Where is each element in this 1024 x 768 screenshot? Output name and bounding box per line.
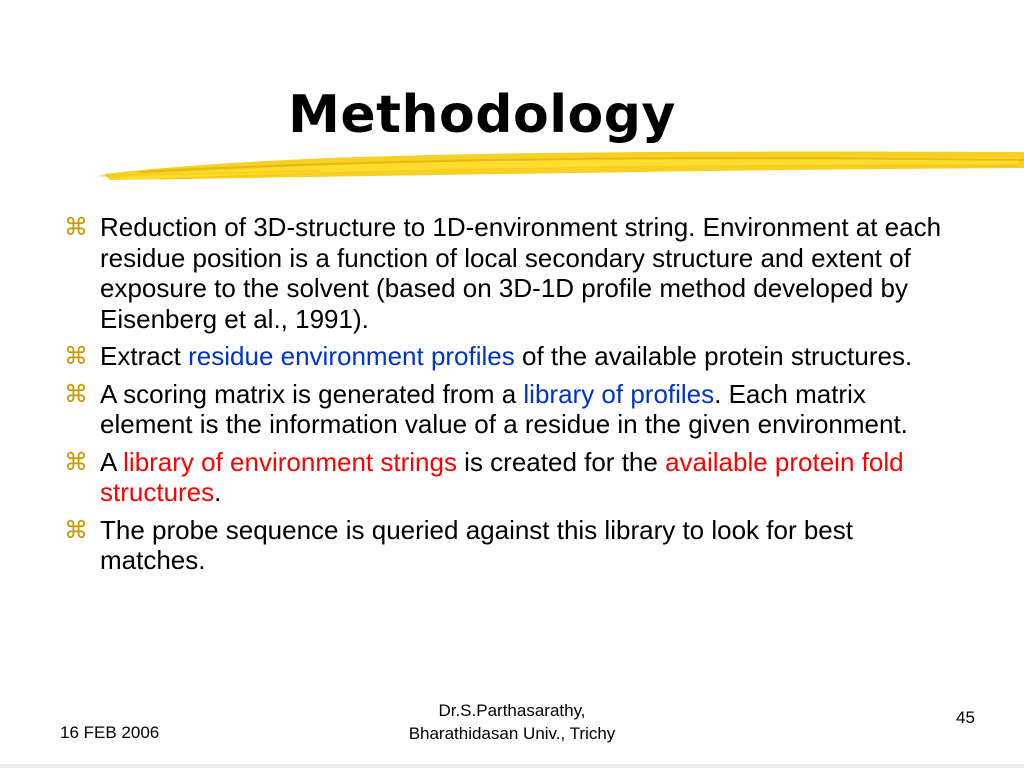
library-of-profiles-link[interactable]: library of profiles xyxy=(523,378,715,409)
available-protein-fold-structures-text: available protein fold structures xyxy=(100,446,904,507)
command-key-icon: ⌘ xyxy=(64,342,88,370)
bottom-divider xyxy=(0,764,1024,768)
footer-author-name: Dr.S.Parthasarathy, xyxy=(438,701,586,720)
bullet-list xyxy=(62,212,962,583)
bullet-text: is created for the xyxy=(456,446,666,477)
bullet-item xyxy=(62,515,962,576)
footer-author xyxy=(362,699,662,745)
slide-title: Methodology xyxy=(288,85,676,145)
bullet-text: . xyxy=(214,477,222,507)
bullet-text: of the available protein structures. xyxy=(514,341,913,371)
library-of-environment-strings-text: library of environment strings xyxy=(123,446,457,477)
command-key-icon: ⌘ xyxy=(64,447,88,476)
bullet-text: Extract xyxy=(100,341,189,371)
command-key-icon: ⌘ xyxy=(64,213,88,241)
bullet-text: . Each matrix element is the information value of a residue in the given environment. xyxy=(100,378,908,439)
bullet-item xyxy=(62,447,962,508)
title-underline-brush xyxy=(100,146,1024,190)
footer-date: 16 FEB 2006 xyxy=(60,723,160,742)
bullet-item xyxy=(62,212,962,334)
command-key-icon: ⌘ xyxy=(64,515,88,544)
bullet-text: Reduction of 3D-structure to 1D-environment string. Environment at each residue position is a function of local secondary structure and extent of exposure to the solvent (based on 3D-1D profile method developed by Eisenberg et al., 1991). xyxy=(100,212,942,334)
command-key-icon: ⌘ xyxy=(64,379,88,408)
bullet-text: The probe sequence is queried against this library to look for best matches. xyxy=(100,514,853,575)
residue-environment-profiles-link[interactable]: residue environment profiles xyxy=(188,341,515,371)
bullet-text: A xyxy=(100,446,124,477)
page-number: 45 xyxy=(956,708,975,727)
bullet-item xyxy=(62,379,962,440)
footer-author-affiliation: Bharathidasan Univ., Trichy xyxy=(408,724,616,743)
bullet-text: A scoring matrix is generated from a xyxy=(100,378,524,409)
bullet-item xyxy=(62,341,962,372)
